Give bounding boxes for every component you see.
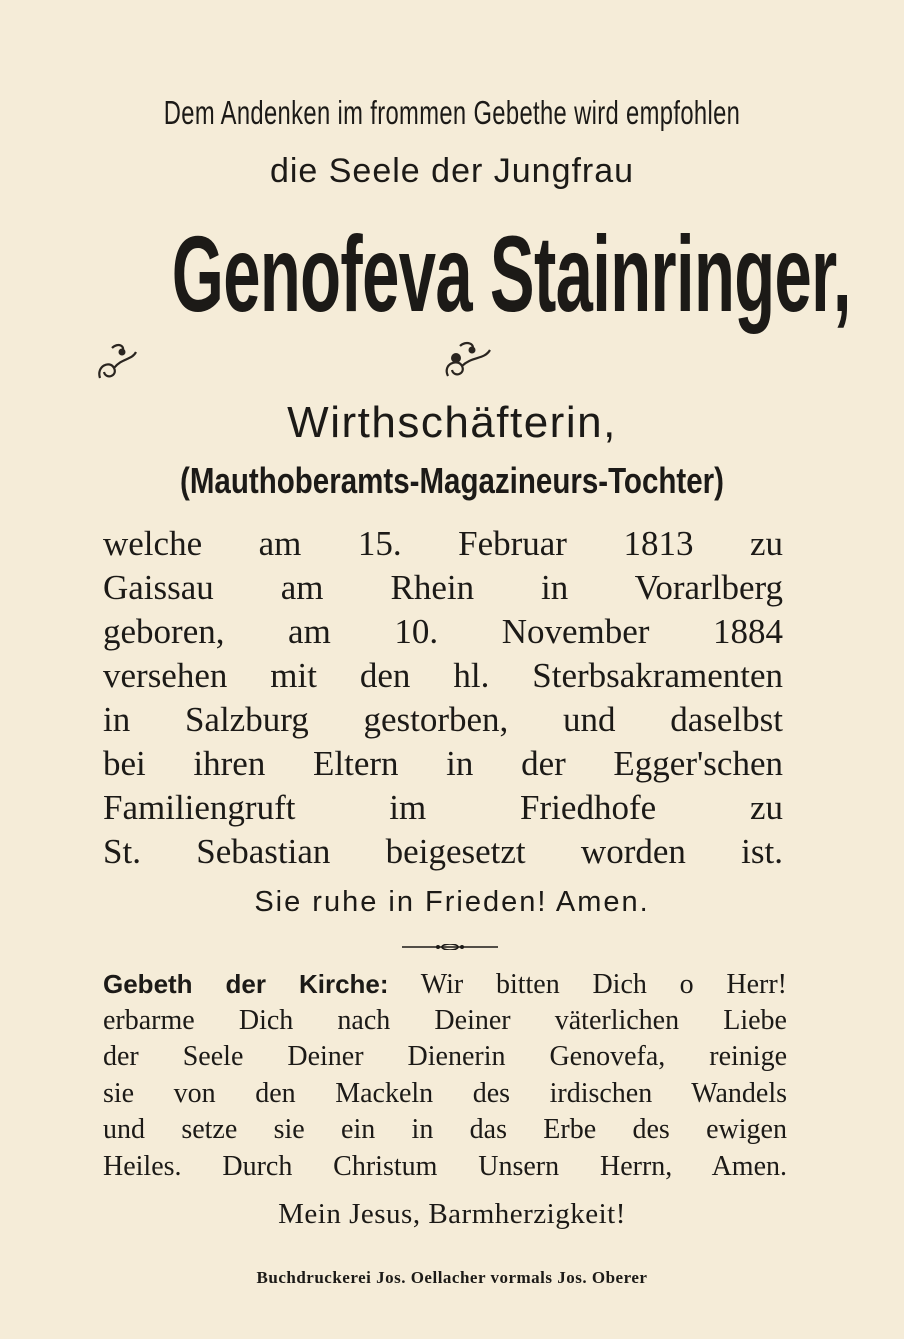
biography-line: Gaissau am Rhein in Vorarlberg (103, 568, 783, 607)
biography-line: welche am 15. Februar 1813 zu (103, 524, 783, 563)
deceased-name: Genofeva Stainringer, (171, 213, 851, 334)
prayer-text (103, 966, 787, 1185)
biography-line: geboren, am 10. November 1884 (103, 612, 783, 651)
printer-imprint: Buchdruckerei Jos. Oellacher vormals Jos. Oberer (256, 1268, 648, 1287)
biography-line: in Salzburg gestorben, und daselbst (103, 700, 783, 739)
intro-line-1: Dem Andenken im frommen Gebethe wird empfohlen (163, 94, 741, 131)
prayer-line: der Seele Deiner Dienerin Genovefa, reinige (103, 1041, 787, 1072)
prayer-line: erbarme Dich nach Deiner väterlichen Liebe (103, 1004, 787, 1036)
flourish-ornament-right (438, 338, 496, 397)
occupation-title: Wirthschäfterin, (287, 398, 617, 447)
prayer-line (103, 966, 787, 1003)
ornamental-divider (402, 944, 498, 950)
prayer-line: und setze sie ein in das Erbe des ewigen (103, 1114, 787, 1145)
biography-line: bei ihren Eltern in der Egger'schen (103, 744, 783, 783)
prayer-heading: Gebeth der Kirche: (103, 969, 389, 999)
prayer-line-text: Wir bitten Dich o Herr! (420, 969, 787, 1000)
family-subtitle: (Mauthoberamts-Magazineurs-Tochter) (180, 460, 724, 501)
biography-line: St. Sebastian beigesetzt worden ist. (103, 832, 783, 871)
rest-in-peace-line: Sie ruhe in Frieden! Amen. (254, 886, 650, 918)
closing-invocation: Mein Jesus, Barmherzigkeit! (278, 1198, 626, 1230)
flourish-ornament-left (92, 338, 142, 397)
prayer-line: sie von den Mackeln des irdischen Wandels (103, 1077, 787, 1109)
biography-line: Familiengruft im Friedhofe zu (103, 788, 783, 827)
intro-line-2: die Seele der Jungfrau (269, 152, 635, 190)
biography-text (103, 522, 783, 874)
biography-line: versehen mit den hl. Sterbsakramenten (103, 656, 783, 695)
prayer-line: Heiles. Durch Christum Unsern Herrn, Amen. (103, 1150, 787, 1182)
